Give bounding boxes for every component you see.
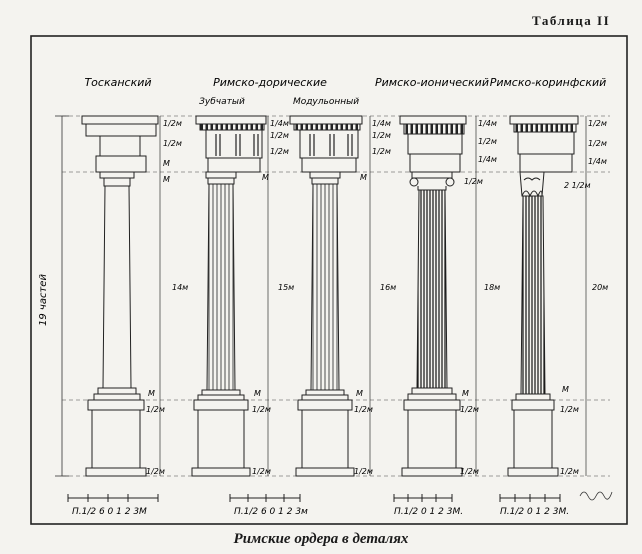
- dim-label: 1/2м: [146, 467, 165, 476]
- dim-label: М: [262, 173, 269, 182]
- scale-label: П.1/2 6 0 1 2 3М: [72, 507, 147, 517]
- dim-label: 1/2м: [460, 467, 479, 476]
- order-subname: Модульонный: [292, 97, 360, 107]
- column-doric-modillion: [290, 97, 396, 476]
- column-doric-dentil: [192, 76, 327, 517]
- order-name: Римско-коринфский: [489, 76, 607, 89]
- order-name: Римско-ионический: [375, 76, 489, 89]
- dim-label: 1/2м: [146, 405, 165, 414]
- dim-label: М: [254, 389, 261, 398]
- caption: Римские ордера в деталях: [233, 531, 409, 547]
- dim-label: 14м: [172, 283, 189, 292]
- order-subname: Зубчатый: [199, 97, 245, 107]
- dim-label: 1/2м: [372, 147, 391, 156]
- dim-label: 20м: [592, 283, 609, 292]
- dim-label: М: [360, 173, 367, 182]
- dim-label: 18м: [484, 283, 501, 292]
- dim-label: 1/4м: [270, 119, 289, 128]
- column-ionic: [375, 76, 500, 517]
- dim-label: 1/2м: [560, 405, 579, 414]
- dim-label: М: [462, 389, 469, 398]
- dim-label: 16м: [380, 283, 397, 292]
- dim-label: 1/4м: [478, 155, 497, 164]
- dim-label: 1/2м: [163, 139, 182, 148]
- dim-label: 1/4м: [588, 157, 607, 166]
- dim-label: 1/2м: [252, 405, 271, 414]
- column-tuscan: [68, 76, 188, 517]
- dim-label: 1/2м: [252, 467, 271, 476]
- order-name: Тосканский: [84, 76, 152, 89]
- dim-label: 1/2м: [478, 137, 497, 146]
- scale-label: П.1/2 0 1 2 3М.: [500, 507, 570, 517]
- signature: [580, 492, 612, 500]
- dim-label: 1/2м: [270, 131, 289, 140]
- dim-label: 1/2м: [270, 147, 289, 156]
- order-name: Римско-дорические: [213, 76, 327, 89]
- column-corinthian: [490, 76, 609, 517]
- dim-label: М: [163, 175, 170, 184]
- scale-label: П.1/2 0 1 2 3М.: [394, 507, 464, 517]
- dim-label: 1/2м: [588, 139, 607, 148]
- dim-label: М: [148, 389, 155, 398]
- dim-label: 1/4м: [478, 119, 497, 128]
- dim-label: 1/2м: [372, 131, 391, 140]
- dim-label: 1/4м: [372, 119, 391, 128]
- vertical-label: 19 частей: [38, 274, 49, 326]
- dim-label: 1/2м: [460, 405, 479, 414]
- dim-label: М: [163, 159, 170, 168]
- dim-label: 1/2м: [464, 177, 483, 186]
- dim-label: 1/2м: [354, 467, 373, 476]
- dim-label: М: [562, 385, 569, 394]
- plate-label: Таблица II: [532, 13, 611, 28]
- dim-label: 1/2м: [560, 467, 579, 476]
- dim-label: 1/2м: [354, 405, 373, 414]
- dim-label: М: [356, 389, 363, 398]
- dim-label: 1/2м: [163, 119, 182, 128]
- dim-label: 1/2м: [588, 119, 607, 128]
- scale-label: П.1/2 6 0 1 2 3м: [234, 507, 308, 517]
- overall-height-line: [55, 116, 69, 476]
- dim-label: 15м: [278, 283, 295, 292]
- dim-label: 2 1/2м: [564, 181, 591, 190]
